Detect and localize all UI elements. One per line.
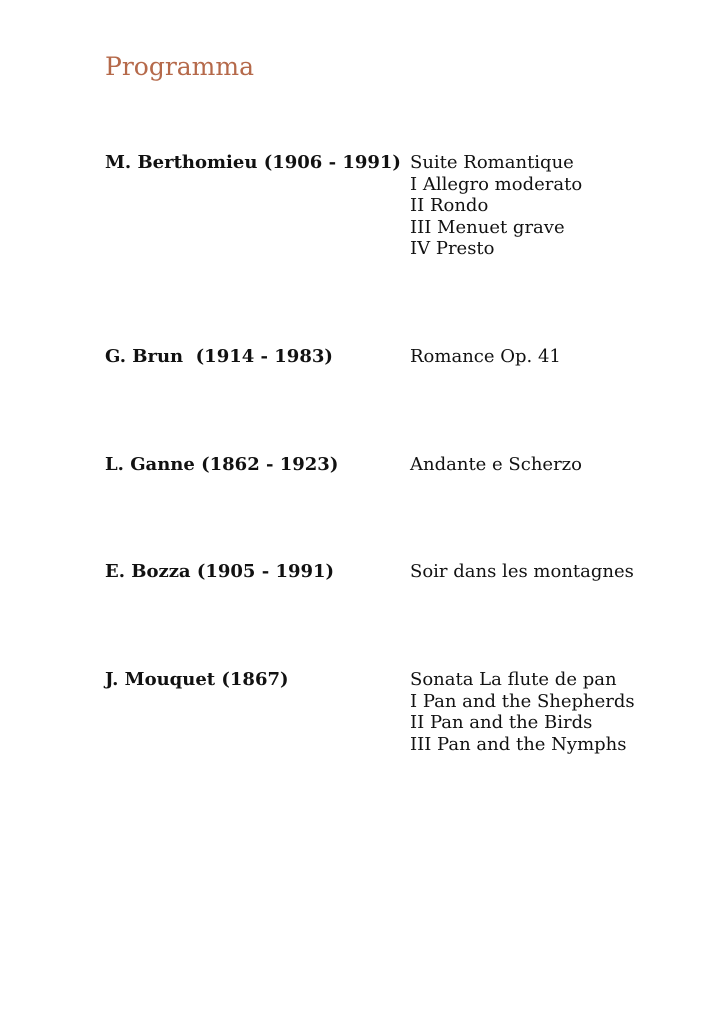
work-movement: I Allegro moderato xyxy=(410,173,583,195)
work-movement: II Rondo xyxy=(410,195,489,216)
composer-name: L. Ganne (1862 - 1923) xyxy=(105,454,339,475)
work-title: Sonata La flute de pan xyxy=(410,669,617,690)
composer-name: M. Berthomieu (1906 - 1991) xyxy=(105,152,401,173)
composer-name: G. Brun (1914 - 1983) xyxy=(105,346,333,367)
work-title: Romance Op. 41 xyxy=(410,346,561,367)
work-movement: III Menuet grave xyxy=(410,216,565,238)
page-title: Programma xyxy=(105,52,254,81)
work-movement: I Pan and the Shepherds xyxy=(410,690,635,712)
work-movement: III Pan and the Nymphs xyxy=(410,733,627,755)
work-list xyxy=(410,561,634,583)
work-list xyxy=(410,152,582,260)
work-movement: II Pan and the Birds xyxy=(410,712,593,733)
work-list xyxy=(410,454,582,476)
work-title: Soir dans les montagnes xyxy=(410,561,634,582)
composer-name: E. Bozza (1905 - 1991) xyxy=(105,561,335,582)
work-movement: IV Presto xyxy=(410,238,495,259)
composer-name: J. Mouquet (1867) xyxy=(105,669,289,690)
work-title: Andante e Scherzo xyxy=(410,454,583,475)
work-list xyxy=(410,346,561,368)
work-title: Suite Romantique xyxy=(410,152,574,173)
work-list xyxy=(410,669,635,755)
